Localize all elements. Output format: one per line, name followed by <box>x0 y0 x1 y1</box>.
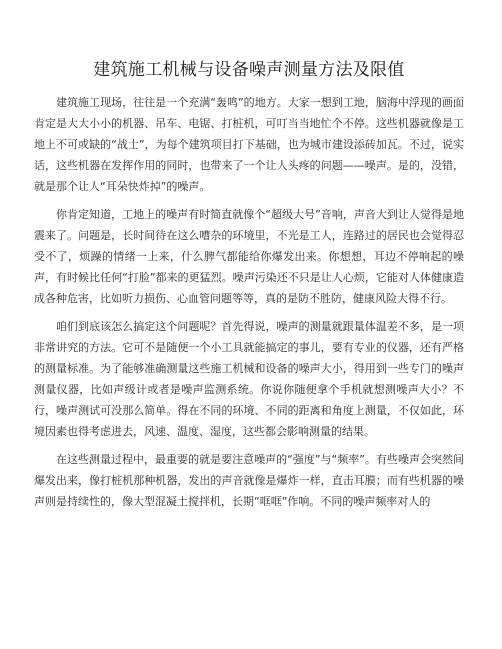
paragraph-4: 在这些测量过程中，最重要的就是要注意噪声的“强度”与“频率”。有些噪声会突然间爆发出来，像打桩机那种机器，发出的声音就像是爆炸一样，直击耳膜；而有些机器的噪声则是持续性的，像大型混凝土搅拌机，长期“哐哐”作响。不同的噪声频率对人的 <box>34 453 464 508</box>
paragraph-2: 你肯定知道，工地上的噪声有时简直就像个“超级大号”音响，声音大到让人觉得是地震来了。问题是，长时间待在这么嘈杂的环境里，不光是工人，连路过的居民也会觉得忍受不了，烦躁的情绪一上来，什么脾气都能给你爆发出来。你想想，耳边不停响起的噪声，有时候比任何“打脸”都来的更猛烈。噪声污染还不只是让人心烦，它能对人体健康造成各种危害，比如听力损伤、心血管问题等等，真的是防不胜防，健康风险大得不行。 <box>34 208 464 305</box>
document-title: 建筑施工机械与设备噪声测量方法及限值 <box>93 60 405 80</box>
paragraph-1: 建筑施工现场，往往是一个充满“轰鸣”的地方。大家一想到工地，脑海中浮现的画面肯定是大大小小的机器、吊车、电锯、打桩机，可叮当当地忙个不停。这些机器就像是工地上不可或缺的“战士”，为每个建筑项目打下基础，也为城市建设添砖加瓦。不过，说实话，这些机器在发挥作用的同时，也带来了一个让人头疼的问题——噪声。是的，没错，就是那个让人“耳朵快炸掉”的噪声。 <box>34 96 464 193</box>
paragraph-3: 咱们到底该怎么搞定这个问题呢？首先得说，噪声的测量就跟量体温差不多，是一项非常讲究的方法。它可不是随便一个小工具就能搞定的事儿，要有专业的仪器，还有严格的测量标准。为了能够准确测量这些施工机械和设备的噪声大小，得用到一些专门的噪声测量仪器，比如声级计或者是噪声监测系统。你说你随便拿个手机就想测噪声大小？不行，噪声测试可没那么简单。得在不同的环境、不同的距离和角度上测量，不仅如此，环境因素也得考虑进去，风速、温度、湿度，这些都会影响测量的结果。 <box>34 320 464 438</box>
document-body <box>34 92 464 512</box>
